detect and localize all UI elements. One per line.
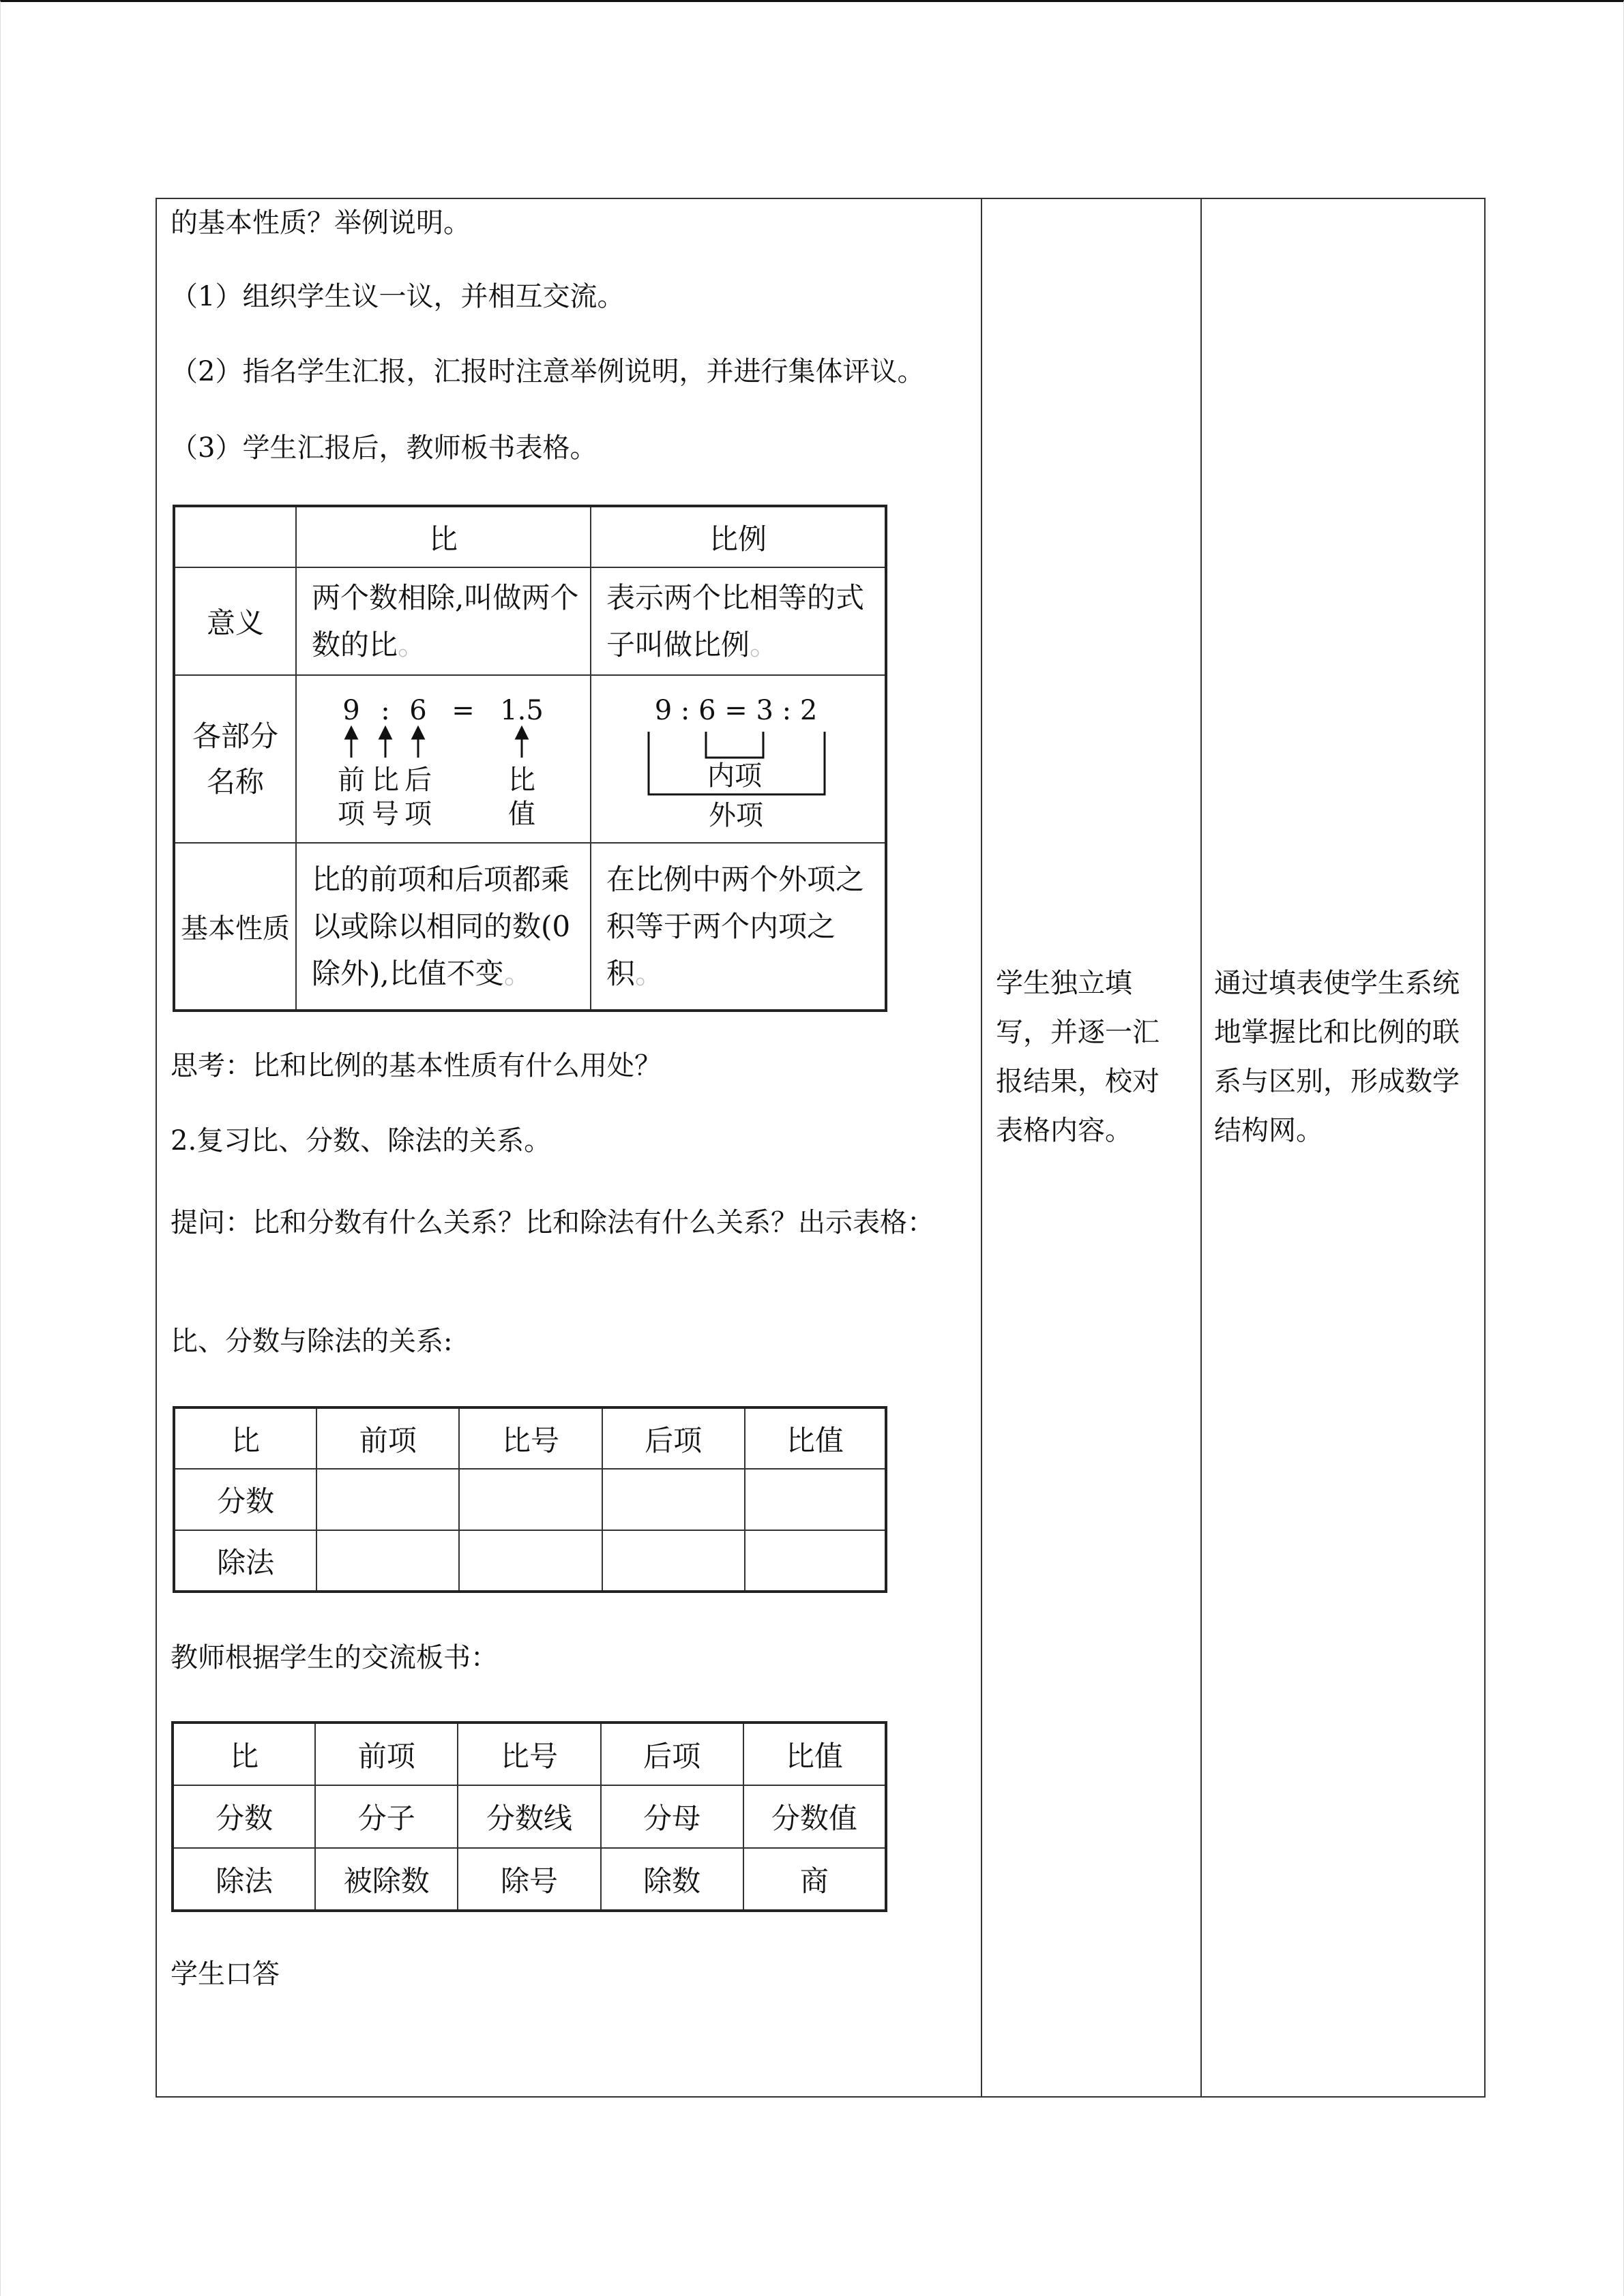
label-ratio-sign-bottom: 号 (372, 799, 399, 830)
table-cell (316, 1469, 459, 1530)
table-row (174, 1469, 886, 1530)
expr-value: 1.5 (500, 695, 544, 726)
text-line-1: 的基本性质？举例说明。 (171, 207, 471, 239)
design-intent-text: 通过填表使学生系统地掌握比和比例的联系与区别，形成数学结构网。 (1214, 968, 1460, 1146)
table-cell (745, 1530, 886, 1592)
table-row (173, 1723, 886, 1785)
parts-ratio-cell (296, 675, 591, 843)
table-cell: 比值 (743, 1723, 886, 1785)
table-cell: 意义 (174, 567, 296, 675)
property-proportion-text: 在比例中两个外项之积等于两个内项之积 (606, 862, 865, 991)
table-cell (591, 567, 886, 675)
meaning-proportion-text: 表示两个比相等的式子叫做比例 (606, 580, 865, 661)
table-cell: 比例 (591, 506, 886, 567)
label-value-top: 比 (508, 764, 535, 796)
inner-terms-label: 内项 (707, 760, 762, 792)
text-line-2: （1）组织学生议一议，并相互交流。 (171, 281, 625, 312)
inner-bracket (706, 732, 763, 758)
table-cell (602, 1469, 745, 1530)
label-first-term-top: 前 (338, 764, 365, 796)
text-line-3: （2）指名学生汇报，汇报时注意举例说明，并进行集体评议。 (171, 356, 925, 387)
table-cell: 分数 (174, 1469, 316, 1530)
teacher-note: 教师根据学生的交流板书： (171, 1642, 498, 1673)
table-row (174, 843, 886, 1011)
table-cell: 比 (173, 1723, 315, 1785)
table-cell: 比 (174, 1407, 316, 1469)
table-cell: 除法 (174, 1530, 316, 1592)
period-mark: 。 (750, 628, 779, 661)
table-cell: 除数 (601, 1848, 743, 1911)
ratio-parts-diagram (297, 677, 590, 841)
table-cell: 分子 (315, 1785, 458, 1848)
table-cell (174, 506, 296, 567)
label-ratio-sign-top: 比 (372, 764, 399, 796)
label-second-term-top: 后 (404, 764, 432, 796)
arrow-up-icon (346, 728, 357, 739)
table-cell: 被除数 (315, 1848, 458, 1911)
table-cell (316, 1530, 459, 1592)
expr-colon: : (381, 695, 390, 726)
table-row (174, 567, 886, 675)
table-cell (296, 843, 591, 1011)
student-answer: 学生口答 (171, 1958, 280, 1990)
table-row (174, 1407, 886, 1469)
period-mark: 。 (503, 957, 533, 991)
blank-relation-table (173, 1406, 887, 1593)
table-row (174, 1530, 886, 1592)
table-cell: 分母 (601, 1785, 743, 1848)
arrow-up-icon (413, 728, 424, 739)
table-cell: 分数值 (743, 1785, 886, 1848)
table-cell: 前项 (316, 1407, 459, 1469)
parts-proportion-cell (591, 675, 886, 843)
outer-terms-label: 外项 (709, 800, 763, 831)
table-cell: 商 (743, 1848, 886, 1911)
table-cell (174, 675, 296, 843)
student-activity-text: 学生独立填写，并逐一汇报结果，校对表格内容。 (996, 968, 1160, 1146)
table-cell: 基本性质 (174, 843, 296, 1011)
table-cell (459, 1530, 602, 1592)
table-cell (459, 1469, 602, 1530)
table-cell: 除号 (458, 1848, 600, 1911)
table-cell: 分数线 (458, 1785, 600, 1848)
expr-equals: = (452, 695, 475, 726)
table-row (174, 506, 886, 567)
proportion-expression: 9 : 6 = 3 : 2 (654, 695, 818, 726)
table-row (174, 675, 886, 843)
label-second-term-bottom: 项 (404, 799, 432, 830)
table-cell: 比 (296, 506, 591, 567)
label-value-bottom: 值 (508, 799, 535, 830)
table-cell: 后项 (602, 1407, 745, 1469)
table-cell (296, 567, 591, 675)
text-line-4: （3）学生汇报后，教师板书表格。 (171, 432, 597, 464)
think-question: 思考：比和比例的基本性质有什么用处？ (171, 1050, 662, 1082)
table-cell (591, 843, 886, 1011)
review-heading: 2.复习比、分数、除法的关系。 (171, 1125, 552, 1157)
table-cell: 比值 (745, 1407, 886, 1469)
table-cell (602, 1530, 745, 1592)
table-cell: 比号 (459, 1407, 602, 1469)
relation-title: 比、分数与除法的关系: (171, 1326, 453, 1357)
filled-relation-table (171, 1721, 887, 1912)
period-mark: 。 (398, 628, 427, 661)
table-row (173, 1848, 886, 1911)
table-row (173, 1785, 886, 1848)
table-cell (745, 1469, 886, 1530)
table-cell: 后项 (601, 1723, 743, 1785)
expr-term-6: 6 (409, 695, 427, 726)
column-divider-1 (981, 199, 982, 2096)
table-cell: 分数 (173, 1785, 315, 1848)
parts-row-label: 各部分名称 (192, 719, 278, 799)
period-mark: 。 (635, 957, 664, 991)
column-divider-2 (1200, 199, 1202, 2096)
table-cell: 前项 (315, 1723, 458, 1785)
arrow-up-icon (380, 728, 391, 739)
teacher-question: 提问：比和分数有什么关系？比和除法有什么关系？出示表格： (171, 1207, 934, 1238)
meaning-ratio-text: 两个数相除,叫做两个数的比 (312, 580, 579, 661)
proportion-parts-diagram (591, 677, 885, 841)
label-first-term-bottom: 项 (338, 799, 365, 830)
property-ratio-text: 比的前项和后项都乘以或除以相同的数(0除外),比值不变 (312, 862, 571, 991)
ratio-proportion-table (173, 505, 887, 1012)
table-cell: 除法 (173, 1848, 315, 1911)
table-cell: 比号 (458, 1723, 600, 1785)
expr-term-9: 9 (342, 695, 360, 726)
arrow-up-icon (516, 728, 527, 739)
